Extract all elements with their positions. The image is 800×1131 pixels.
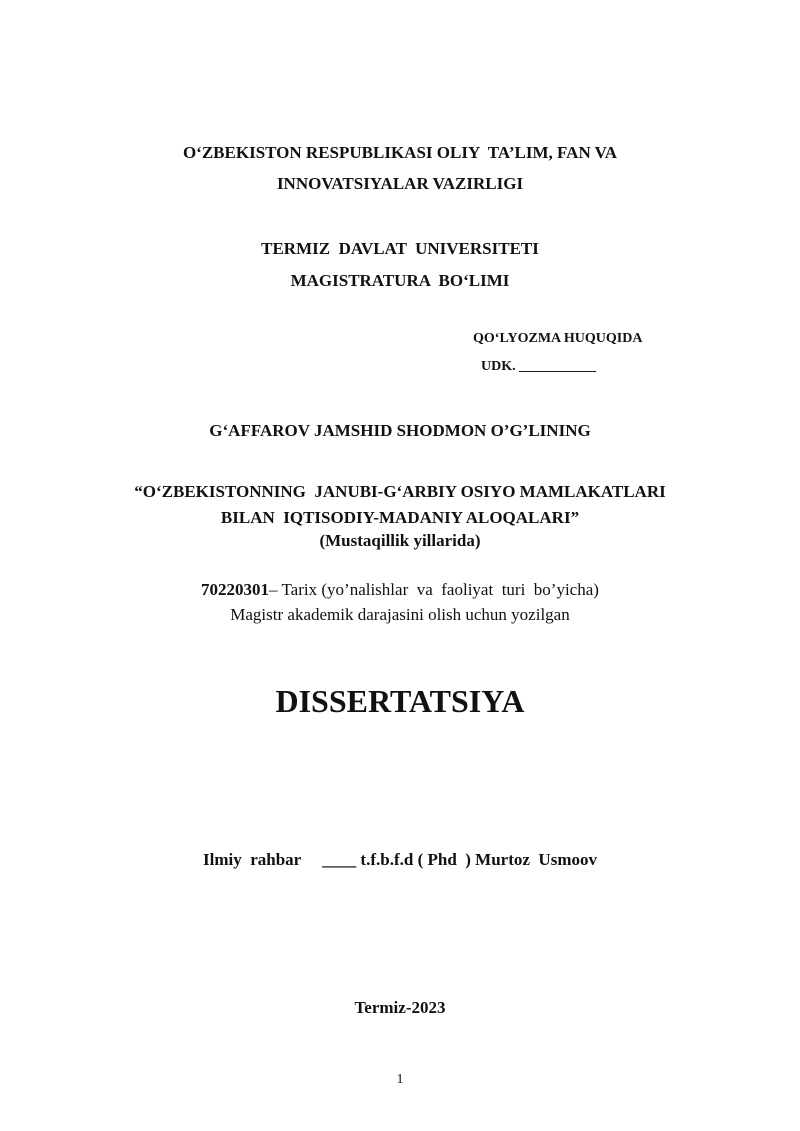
udk-field: UDK. ___________ — [481, 359, 597, 374]
place-year: Termiz-2023 — [354, 998, 446, 1017]
author-name: G‘AFFAROV JAMSHID SHODMON O’G’LINING — [209, 421, 591, 440]
document-type-title: DISSERTATSIYA — [275, 683, 525, 719]
manuscript-rights: QO‘LYOZMA HUQUQIDA — [473, 331, 643, 346]
specialty-code: 70220301 — [201, 580, 270, 599]
department-name: MAGISTRATURA BO‘LIMI — [290, 271, 510, 290]
university-name: TERMIZ DAVLAT UNIVERSITETI — [261, 239, 539, 258]
topic-line-1: “O‘ZBEKISTONNING JANUBI-G‘ARBIY OSIYO MAMLAKATLARI — [134, 482, 666, 501]
specialty-line — [0, 580, 800, 600]
topic-subtitle: (Mustaqillik yillarida) — [319, 531, 481, 550]
ministry-line-1: O‘ZBEKISTON RESPUBLIKASI OLIY TA’LIM, FAN VA — [182, 143, 618, 162]
supervisor-name: ____ t.f.b.f.d ( Phd ) Murtoz Usmoov — [322, 850, 597, 869]
supervisor-label: Ilmiy rahbar — [203, 850, 301, 869]
ministry-line-2: INNOVATSIYALAR VAZIRLIGI — [276, 174, 524, 193]
page-number: 1 — [396, 1072, 404, 1087]
specialty-name: – Tarix (yo’nalishlar va faoliyat turi bo’yicha) — [269, 580, 599, 599]
degree-purpose: Magistr akademik darajasini olish uchun yozilgan — [230, 605, 570, 624]
supervisor-line — [0, 850, 800, 870]
topic-line-2: BILAN IQTISODIY-MADANIY ALOQALARI” — [220, 508, 580, 527]
